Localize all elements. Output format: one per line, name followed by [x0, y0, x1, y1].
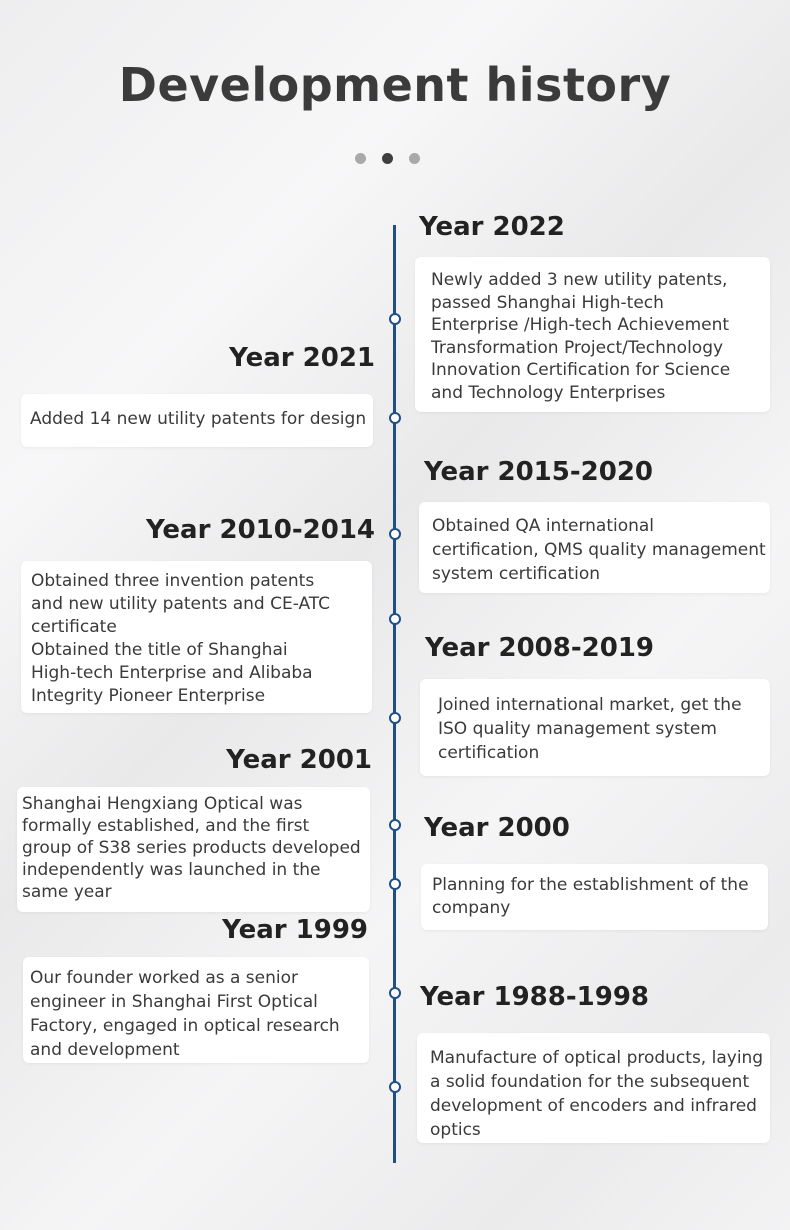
- card-text-line: engineer in Shanghai First Optical: [30, 992, 318, 1012]
- card-text-line: certification: [438, 743, 540, 763]
- card-text-line: Obtained three invention patents: [31, 571, 315, 591]
- carousel-dot-1[interactable]: [355, 153, 366, 164]
- card-text-line: Factory, engaged in optical research: [30, 1016, 340, 1036]
- card-text-line: Joined international market, get the: [438, 695, 742, 715]
- timeline-year-1988-1998: Year 1988-1998: [420, 982, 650, 1012]
- card-text-line: system certification: [432, 564, 601, 584]
- card-text-line: and Technology Enterprises: [431, 382, 666, 403]
- timeline-node: [389, 1081, 401, 1093]
- card-text-line: Obtained the title of Shanghai: [31, 640, 288, 660]
- timeline-card-1988-1998: [417, 1033, 770, 1143]
- timeline-card-2010-2014: [21, 561, 372, 713]
- timeline-node: [389, 313, 401, 325]
- card-text-line: and new utility patents and CE-ATC: [31, 594, 331, 614]
- card-text-line: Shanghai Hengxiang Optical was: [22, 794, 303, 814]
- timeline-year-2001: Year 2001: [226, 745, 372, 775]
- timeline-card-2015-2020: [419, 502, 770, 593]
- card-text-line: Newly added 3 new utility patents,: [431, 270, 728, 290]
- card-text-line: Obtained QA international: [432, 516, 655, 536]
- card-text-line: certification, QMS quality management: [432, 540, 766, 560]
- timeline-node: [389, 528, 401, 540]
- card-text-line: company: [432, 897, 511, 918]
- timeline-year-2000: Year 2000: [424, 813, 570, 843]
- card-text-line: Innovation Certification for Science: [431, 360, 731, 380]
- card-text-line: a solid foundation for the subsequent: [430, 1072, 750, 1092]
- card-text-line: ISO quality management system: [438, 719, 717, 739]
- card-text-line: and development: [30, 1040, 180, 1060]
- timeline-node: [389, 613, 401, 625]
- card-text-line: Transformation Project/Technology: [431, 337, 724, 358]
- timeline-year-1999: Year 1999: [222, 915, 368, 945]
- card-text-line: Integrity Pioneer Enterprise: [31, 686, 266, 706]
- card-text-line: certificate: [31, 617, 117, 637]
- timeline-node: [389, 819, 401, 831]
- timeline-card-2008-2019: [420, 679, 770, 776]
- card-text-line: development of encoders and infrared: [430, 1096, 757, 1116]
- card-text-line: passed Shanghai High-tech: [431, 292, 664, 313]
- timeline-card-2000: [421, 864, 768, 930]
- card-text-line: same year: [22, 882, 112, 902]
- timeline-node: [389, 412, 401, 424]
- timeline-year-2010-2014: Year 2010-2014: [145, 515, 375, 545]
- timeline-year-2008-2019: Year 2008-2019: [425, 633, 655, 663]
- timeline-node: [389, 712, 401, 724]
- timeline-card-2001: [17, 787, 370, 912]
- card-text-line: group of S38 series products developed: [22, 838, 361, 858]
- card-text-line: optics: [430, 1120, 481, 1140]
- timeline-card-2021: [21, 394, 373, 447]
- timeline-year-2022: Year 2022: [419, 212, 565, 242]
- card-text-line: formally established, and the first: [22, 816, 310, 836]
- card-text-line: Added 14 new utility patents for design: [30, 409, 367, 429]
- card-text-line: Manufacture of optical products, laying: [430, 1048, 764, 1068]
- carousel-dot-3[interactable]: [409, 153, 420, 164]
- timeline-axis: [393, 225, 396, 1163]
- timeline-card-1999: [23, 957, 369, 1063]
- timeline-node: [389, 878, 401, 890]
- card-text-line: independently was launched in the: [22, 860, 321, 880]
- card-text-line: High-tech Enterprise and Alibaba: [31, 663, 313, 683]
- page-title: Development history: [118, 58, 672, 112]
- timeline-node: [389, 987, 401, 999]
- card-text-line: Our founder worked as a senior: [30, 968, 299, 988]
- timeline-year-2021: Year 2021: [229, 343, 375, 373]
- card-text-line: Enterprise /High-tech Achievement: [431, 315, 730, 335]
- card-text-line: Planning for the establishment of the: [432, 875, 749, 895]
- timeline-year-2015-2020: Year 2015-2020: [424, 457, 654, 487]
- carousel-dot-2-active[interactable]: [382, 153, 393, 164]
- timeline-card-2022: [415, 257, 770, 412]
